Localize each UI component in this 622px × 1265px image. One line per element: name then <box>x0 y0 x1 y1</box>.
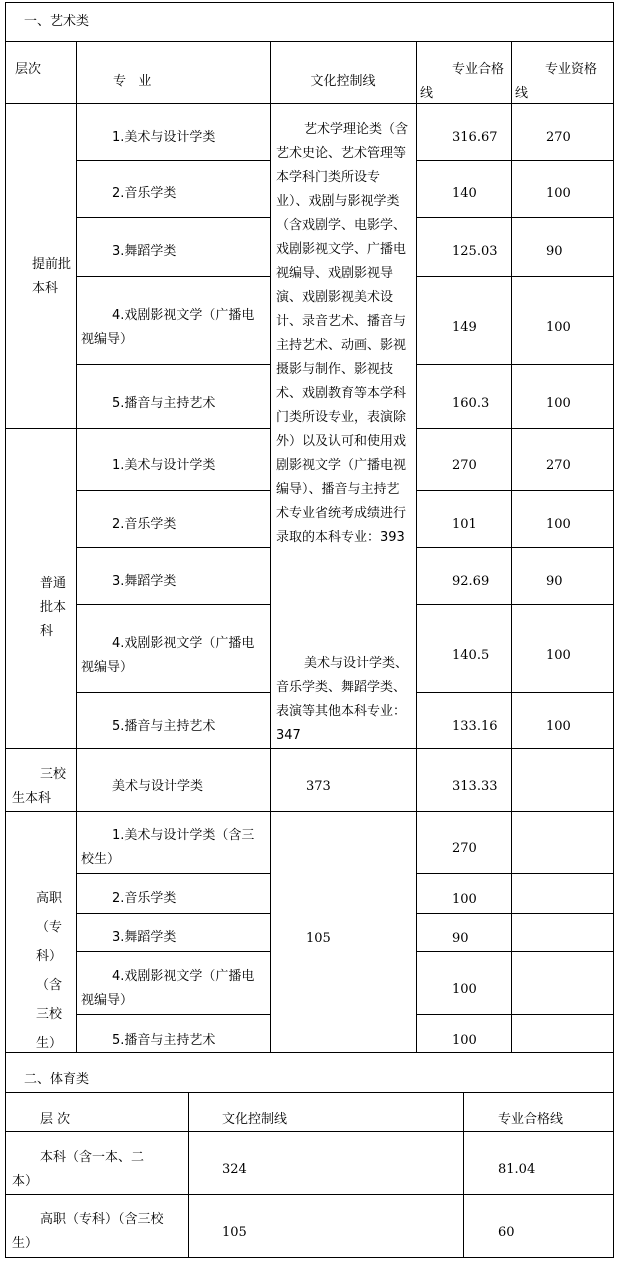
rule <box>76 604 270 605</box>
rule <box>76 490 270 491</box>
rule <box>76 1014 270 1015</box>
major-cell: 4.戏剧影视文学（广播电视编导） <box>81 969 255 1008</box>
major-cell: 5.播音与主持艺术 <box>112 396 216 411</box>
major-cell: 2.音乐学类 <box>112 517 177 532</box>
major-cell: 4.戏剧影视文学（广播电视编导） <box>81 636 255 675</box>
sports-culture-cell: 105 <box>222 1225 247 1240</box>
major-cell: 3.舞蹈学类 <box>112 930 177 945</box>
rule <box>76 692 270 693</box>
rule <box>5 1257 614 1258</box>
pass-cell: 313.33 <box>452 779 498 794</box>
sports-level-cell: 高职（专科）（含三校生） <box>12 1212 164 1251</box>
rule <box>416 160 614 161</box>
rule <box>5 1052 614 1053</box>
sports-header-pass: 专业合格线 <box>498 1112 564 1127</box>
rule <box>613 2 614 1054</box>
pass-cell: 100 <box>452 982 477 997</box>
qual-cell: 100 <box>546 719 571 734</box>
sports-pass-cell: 81.04 <box>498 1162 536 1177</box>
pass-cell: 140.5 <box>452 648 490 663</box>
sports-header-culture: 文化控制线 <box>222 1112 288 1127</box>
level-cell: 普通批本科 <box>40 576 67 639</box>
rule <box>5 1194 614 1195</box>
rule <box>5 811 614 812</box>
rule <box>76 160 270 161</box>
qual-cell: 270 <box>546 458 571 473</box>
header-qual: 专业资格线 <box>515 62 598 101</box>
qual-cell: 100 <box>546 186 571 201</box>
header-level: 层次 <box>15 62 42 77</box>
major-cell: 4.戏剧影视文学（广播电视编导） <box>81 308 255 347</box>
header-major: 专 业 <box>113 74 152 89</box>
qual-cell: 90 <box>546 574 563 589</box>
rule <box>416 276 614 277</box>
sports-culture-cell: 324 <box>222 1162 247 1177</box>
rule <box>416 428 614 429</box>
major-cell: 5.播音与主持艺术 <box>112 719 216 734</box>
rule <box>416 490 614 491</box>
culture-cell: 373 <box>306 779 331 794</box>
pass-cell: 160.3 <box>452 396 490 411</box>
rule <box>5 748 614 749</box>
pass-cell: 140 <box>452 186 477 201</box>
rule <box>76 951 270 952</box>
culture-cell-bachelor-2: 美术与设计学类、音乐学类、舞蹈学类、表演等其他本科专业：347 <box>276 656 409 743</box>
rule <box>188 1092 189 1258</box>
pass-cell: 101 <box>452 517 477 532</box>
rule <box>5 428 270 429</box>
rule <box>76 276 270 277</box>
level-cell: 高职（专科）（含三校生） <box>36 891 63 1051</box>
pass-cell: 316.67 <box>452 130 498 145</box>
major-cell: 2.音乐学类 <box>112 186 177 201</box>
rule <box>416 217 614 218</box>
major-cell: 1.美术与设计学类 <box>112 130 216 145</box>
rule <box>416 41 417 1053</box>
level-cell: 三校生本科 <box>12 767 67 806</box>
pass-cell: 100 <box>452 1033 477 1048</box>
rule <box>76 913 270 914</box>
rule <box>416 604 614 605</box>
pass-cell: 270 <box>452 458 477 473</box>
rule <box>76 217 270 218</box>
culture-cell-bachelor-1: 艺术学理论类（含艺术史论、艺术管理等本学科门类所设专业）、戏剧与影视学类（含戏剧学、电影学、戏剧影视文学、广播电视编导、戏剧影视导演、戏剧影视美术设计、录音艺术、播音与主持艺术、动画、影视摄影与制作、影视技术、戏剧教育等本学科门类所设专业，表演除外）以及认可和使用戏剧影视文学（广播电视编导）、播音与主持艺术专业省统考成绩进行录取的本科专业：393 <box>276 122 409 545</box>
pass-cell: 90 <box>452 931 469 946</box>
culture-cell: 105 <box>306 931 331 946</box>
rule <box>416 873 614 874</box>
qual-cell: 100 <box>546 396 571 411</box>
header-culture: 文化控制线 <box>310 74 376 89</box>
rule <box>613 1052 614 1258</box>
rule <box>416 913 614 914</box>
qual-cell: 100 <box>546 648 571 663</box>
section-title-art: 一、艺术类 <box>24 14 90 29</box>
header-pass: 专业合格线 <box>420 62 505 101</box>
rule <box>5 1092 614 1093</box>
level-cell: 提前批本科 <box>32 257 72 296</box>
rule <box>76 873 270 874</box>
rule <box>5 2 6 1054</box>
sports-pass-cell: 60 <box>498 1225 515 1240</box>
qual-cell: 100 <box>546 320 571 335</box>
rule <box>5 1052 6 1258</box>
major-cell: 1.美术与设计学类（含三校生） <box>81 828 255 867</box>
rule <box>416 951 614 952</box>
pass-cell: 100 <box>452 892 477 907</box>
pass-cell: 133.16 <box>452 719 498 734</box>
pass-cell: 92.69 <box>452 574 490 589</box>
qual-cell: 270 <box>546 130 571 145</box>
rule <box>416 1014 614 1015</box>
sports-header-level: 层 次 <box>40 1112 71 1127</box>
major-cell: 3.舞蹈学类 <box>112 244 177 259</box>
rule <box>463 1092 464 1258</box>
rule <box>76 364 270 365</box>
rule <box>5 41 614 42</box>
major-cell: 3.舞蹈学类 <box>112 574 177 589</box>
rule <box>416 547 614 548</box>
rule <box>416 364 614 365</box>
section-title-sports: 二、体育类 <box>24 1072 90 1087</box>
pass-cell: 125.03 <box>452 244 498 259</box>
qual-cell: 90 <box>546 244 563 259</box>
pass-cell: 149 <box>452 320 477 335</box>
qual-cell: 100 <box>546 517 571 532</box>
rule <box>76 547 270 548</box>
major-cell: 5.播音与主持艺术 <box>112 1033 216 1048</box>
rule <box>416 692 614 693</box>
major-cell: 美术与设计学类 <box>112 779 204 794</box>
major-cell: 2.音乐学类 <box>112 891 177 906</box>
sports-level-cell: 本科（含一本、二本） <box>12 1150 145 1189</box>
rule <box>270 41 271 1053</box>
pass-cell: 270 <box>452 841 477 856</box>
major-cell: 1.美术与设计学类 <box>112 458 216 473</box>
rule <box>5 2 614 3</box>
rule <box>76 41 77 1053</box>
